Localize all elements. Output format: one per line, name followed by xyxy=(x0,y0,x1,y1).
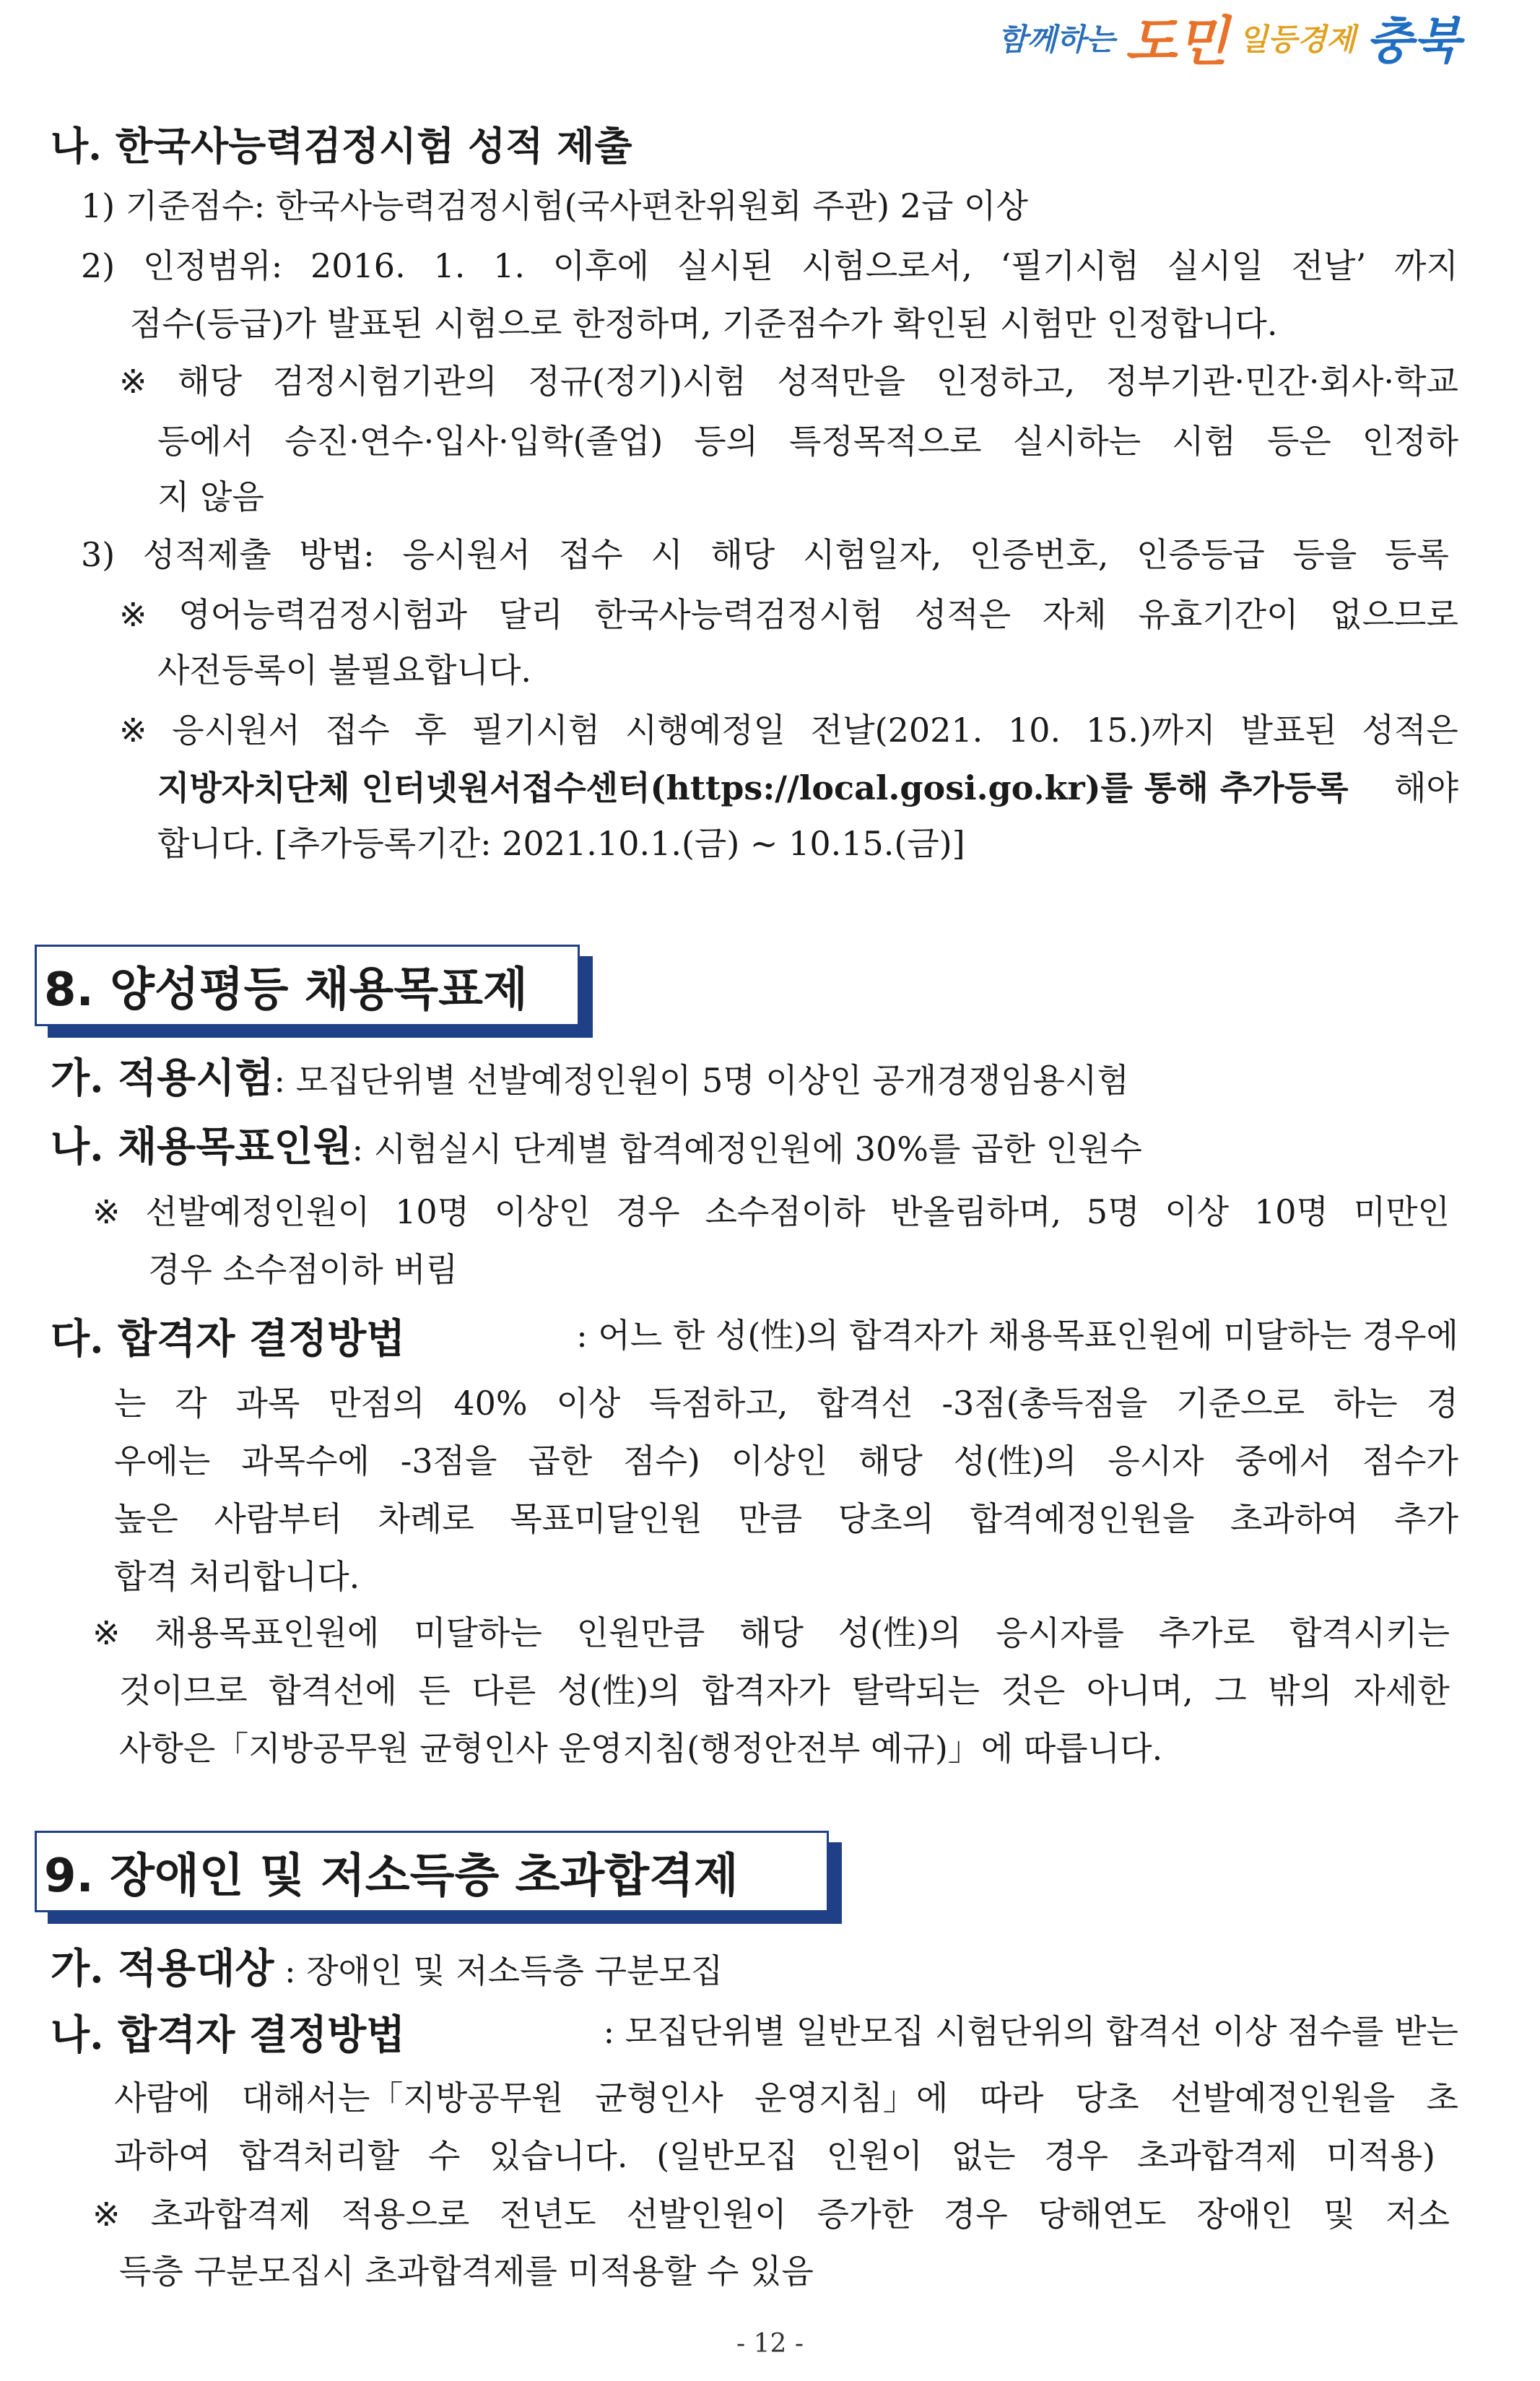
s7-note-2-line-1 xyxy=(119,595,1458,634)
s7-note-1-line-2-text: 등에서 승진·연수·입사·입학(졸업) 등의 특정목적으로 실시하는 시험 등은 인정하 xyxy=(157,422,1458,461)
s7-note-2-line-2: 사전등록이 불필요합니다. xyxy=(157,651,532,690)
logo-text-2: 도민 xyxy=(1125,10,1229,73)
s8-na-text: : 시험실시 단계별 합격예정인원에 30%를 곱한 인원수 xyxy=(352,1129,1142,1168)
s8-da-line-5: 합격 처리합니다. xyxy=(114,1557,360,1596)
s8-ga-text: : 모집단위별 선발예정인원이 5명 이상인 공개경쟁임용시험 xyxy=(274,1061,1129,1100)
s9-na-line-2 xyxy=(114,2078,1458,2117)
header-logo xyxy=(998,3,1461,71)
section-8-heading: 8. 양성평등 채용목표제 xyxy=(35,945,580,1026)
s8-da-line-3 xyxy=(114,1441,1458,1480)
s9-note-1-line-1 xyxy=(92,2195,1450,2234)
s7-note-1-line-2 xyxy=(157,422,1458,461)
section-8-heading-box xyxy=(35,945,580,1026)
s8-note-1-line-1-text: ※ 선발예정인원이 10명 이상인 경우 소수점이하 반올림하며, 5명 이상 10명 미만인 xyxy=(92,1192,1450,1231)
s7-note-3-line-3: 합니다. [추가등록기간: 2021.10.1.(금) ~ 10.15.(금)] xyxy=(157,824,965,863)
s8-da-text: : 어느 한 성(性)의 합격자가 채용목표인원에 미달하는 경우에 xyxy=(576,1316,1458,1355)
s8-da-line-4-text: 높은 사람부터 차례로 목표미달인원 만큼 당초의 합격예정인원을 초과하여 추가 xyxy=(114,1499,1458,1538)
s7-item-3 xyxy=(81,535,1449,574)
s7-item-2-line-2: 점수(등급)가 발표된 시험으로 한정하며, 기준점수가 확인된 시험만 인정합니다. xyxy=(130,304,1278,343)
s8-note-2-line-1-text: ※ 채용목표인원에 미달하는 인원만큼 해당 성(性)의 응시자를 추가로 합격시키는 xyxy=(92,1613,1450,1652)
s9-ga-label: 가. 적용대상 xyxy=(51,1945,274,1992)
s8-da-line-3-text: 우에는 과목수에 -3점을 곱한 점수) 이상인 해당 성(性)의 응시자 중에서 점수가 xyxy=(114,1441,1458,1480)
s8-da-line-2 xyxy=(114,1384,1458,1423)
s9-na-line-3-text: 과하여 합격처리할 수 있습니다. (일반모집 인원이 없는 경우 초과합격제 미적용) xyxy=(114,2136,1435,2175)
s9-na-line-3 xyxy=(114,2136,1435,2175)
s9-na-line-2-text: 사람에 대해서는「지방공무원 균형인사 운영지침」에 따라 당초 선발예정인원을 초 xyxy=(114,2078,1458,2117)
s7-note-2-line-1-text: ※ 영어능력검정시험과 달리 한국사능력검정시험 성적은 자체 유효기간이 없으므로 xyxy=(119,595,1458,634)
logo-text-1: 함께하는 xyxy=(998,21,1115,57)
s8-note-2-line-2-text: 것이므로 합격선에 든 다른 성(性)의 합격자가 탈락되는 것은 아니며, 그 밖의 자세한 xyxy=(119,1671,1450,1710)
s8-na-label: 나. 채용목표인원 xyxy=(51,1123,352,1171)
page-number: - 12 - xyxy=(736,2329,804,2359)
s8-note-2-line-3: 사항은「지방공무원 균형인사 운영지침(행정안전부 예규)」에 따릅니다. xyxy=(119,1729,1163,1768)
s8-da xyxy=(51,1315,1458,1363)
section-9-heading-box xyxy=(35,1831,829,1912)
s9-note-1-line-1-text: ※ 초과합격제 적용으로 전년도 선발인원이 증가한 경우 당해연도 장애인 및 저소 xyxy=(92,2195,1450,2234)
s8-da-line-4 xyxy=(114,1499,1458,1538)
s8-ga xyxy=(51,1054,1129,1102)
s9-na-label: 나. 합격자 결정방법 xyxy=(51,2011,406,2059)
local-gosi-link-text: 지방자치단체 인터넷원서접수센터(https://local.gosi.go.kr)를 통해 추가등록 xyxy=(157,768,1349,807)
s9-na xyxy=(51,2011,1458,2059)
s7-note-1-line-3: 지 않음 xyxy=(157,477,264,516)
s7-item-2-line-1 xyxy=(81,246,1458,285)
s7-item-3-text: 3) 성적제출 방법: 응시원서 접수 시 해당 시험일자, 인증번호, 인증등급 등을 등록 xyxy=(81,535,1449,574)
s8-note-1-line-2: 경우 소수점이하 버림 xyxy=(148,1250,458,1289)
s9-ga-text: : 장애인 및 저소득층 구분모집 xyxy=(274,1951,723,1990)
s7-note-3-line-2 xyxy=(157,768,1458,807)
s7-note-1-line-1 xyxy=(119,362,1458,401)
s7-note-1-line-1-text: ※ 해당 검정시험기관의 정규(정기)시험 성적만을 인정하고, 정부기관·민간·회사·학교 xyxy=(119,362,1458,401)
s9-ga xyxy=(51,1945,723,1992)
s7-item-1: 1) 기준점수: 한국사능력검정시험(국사편찬위원회 주관) 2급 이상 xyxy=(81,186,1028,225)
s7-note-3-line-1-text: ※ 응시원서 접수 후 필기시험 시행예정일 전날(2021. 10. 15.)까지 발표된 성적은 xyxy=(119,711,1458,750)
s8-note-1-line-1 xyxy=(92,1192,1450,1231)
s7-note-3-line-2-rest: 해야 xyxy=(1394,768,1458,807)
s7-item-2-line-1-text: 2) 인정범위: 2016. 1. 1. 이후에 실시된 시험으로서, ‘필기시험 실시일 전날’ 까지 xyxy=(81,246,1458,285)
s8-da-label: 다. 합격자 결정방법 xyxy=(51,1315,406,1363)
s8-ga-label: 가. 적용시험 xyxy=(51,1054,274,1102)
s8-na xyxy=(51,1123,1142,1171)
s9-na-text: : 모집단위별 일반모집 시험단위의 합격선 이상 점수를 받는 xyxy=(603,2012,1458,2051)
s8-note-2-line-1 xyxy=(92,1613,1450,1652)
logo-text-3: 일등경제 xyxy=(1238,21,1356,57)
s7-na-title: 나. 한국사능력검정시험 성적 제출 xyxy=(51,123,632,169)
s8-note-2-line-2 xyxy=(119,1671,1450,1710)
logo-text-4: 충북 xyxy=(1365,13,1461,70)
section-9-heading: 9. 장애인 및 저소득층 초과합격제 xyxy=(35,1831,829,1912)
s8-da-line-2-text: 는 각 과목 만점의 40% 이상 득점하고, 합격선 -3점(총득점을 기준으로 하는 경 xyxy=(114,1384,1458,1423)
s9-note-1-line-2: 득층 구분모집시 초과합격제를 미적용할 수 있음 xyxy=(119,2252,814,2291)
s7-note-3-line-1 xyxy=(119,711,1458,750)
